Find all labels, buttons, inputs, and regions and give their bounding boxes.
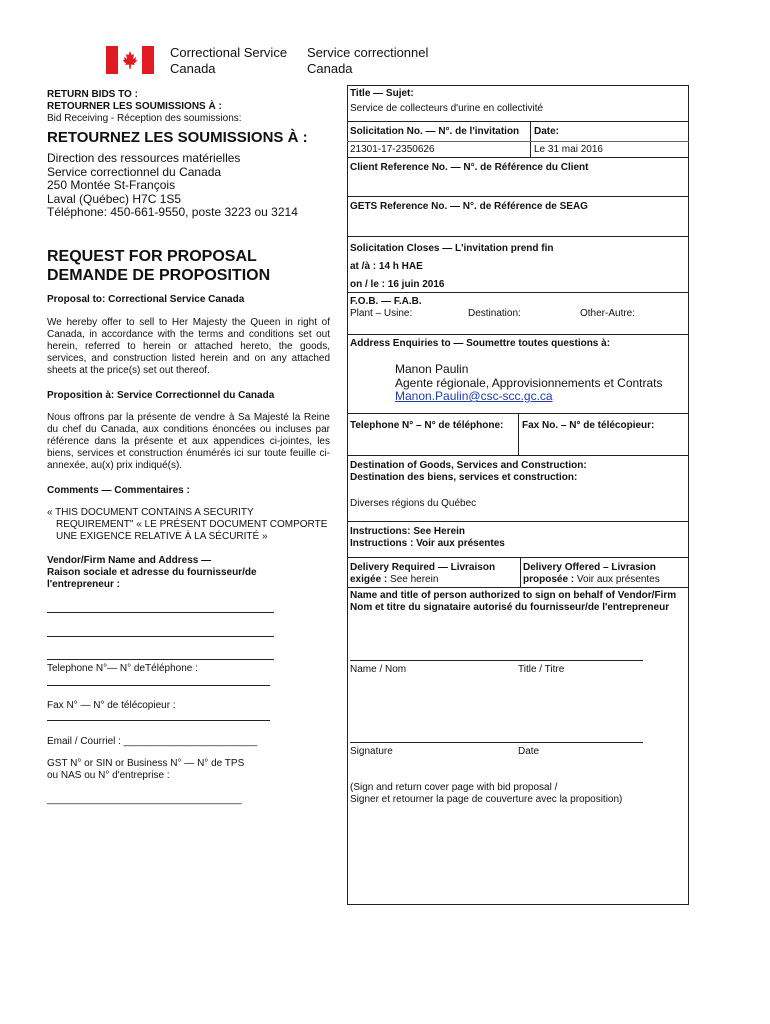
- instructions: Instructions: See Herein Instructions : Voir aux présentes: [350, 526, 505, 549]
- gst-label: GST N° or SIN or Business N° — N° de TPS ou NAS ou N° d'entreprise :: [47, 758, 245, 781]
- sign-note: (Sign and return cover page with bid proposal / Signer et retourner la page de couverture avec la proposition): [350, 782, 623, 805]
- email-field[interactable]: Email / Courriel : ________________________: [47, 736, 258, 747]
- date-label: Date:: [534, 126, 560, 137]
- enquiries-label: Address Enquiries to — Soumettre toutes questions à:: [350, 338, 611, 349]
- gets-ref-label: GETS Reference No. — N°. de Référence de SEAG: [350, 201, 588, 212]
- authorized-person-label: Name and title of person authorized to sign on behalf of Vendor/Firm Nom et titre du signataire autorisé du fournisseur/de l'entrepreneur: [350, 590, 677, 613]
- signature-line[interactable]: [350, 742, 643, 743]
- fax-number-label: Fax No. – N° de télécopieur:: [522, 420, 655, 431]
- telephone-label: Telephone N°— N° deTéléphone :: [47, 663, 198, 674]
- fob-other: Other-Autre:: [580, 308, 636, 319]
- return-address: Direction des ressources matérielles Service correctionnel du Canada 250 Montée St-François Laval (Québec) H7C 1S5 Téléphone: 450-661-9550, poste 3223 ou 3214: [47, 151, 298, 219]
- name-title-line[interactable]: [350, 660, 643, 661]
- offer-text-fr: Nous offrons par la présente de vendre à Sa Majesté la Reine du chef du Canada, aux conditions énoncées ou incluses par référence dans la présente et aux appendices ci-jointes, les biens, services et construction énumérés ici sur toute feuille ci-annexée, au(x) prix indiqué(s).: [47, 412, 330, 471]
- signature-date-label: Date: [518, 746, 540, 757]
- destination-value: Diverses régions du Québec: [350, 498, 477, 509]
- proposal-to-fr: Proposition à: Service Correctionnel du Canada: [47, 390, 275, 401]
- telephone-line[interactable]: [47, 685, 270, 686]
- closing-block: Solicitation Closes — L'invitation prend fin at /à : 14 h HAE on / le : 16 juin 2016: [350, 243, 554, 290]
- delivery-offered: Delivery Offered – Livrasion proposée : Voir aux présentes: [523, 562, 660, 585]
- vendor-line-1[interactable]: [47, 612, 274, 613]
- solicitation-number: 21301-17-2350626: [350, 144, 435, 155]
- title-cell: Title — Sujet: Service de collecteurs d'urine en collectivité: [350, 88, 544, 114]
- phone-label: Telephone N° – N° de téléphone:: [350, 420, 504, 431]
- client-ref-label: Client Reference No. — N°. de Référence du Client: [350, 162, 589, 173]
- department-name-fr: Service correctionnel Canada: [307, 45, 429, 76]
- comments-text: « THIS DOCUMENT CONTAINS A SECURITY REQUIREMENT" « LE PRÉSENT DOCUMENT COMPORTE UNE EXIGENCE RELATIVE À LA SÉCURITÉ »: [47, 507, 328, 542]
- offer-text-en: We hereby offer to sell to Her Majesty the Queen in right of Canada, in accordance with the terms and conditions set out herein, referred to herein or attached hereto, the goods, services, and construction listed herein and on any attached sheets at the price(s) set out thereof.: [47, 317, 330, 376]
- gst-line[interactable]: ___________________________________: [47, 794, 242, 805]
- rfp-title: REQUEST FOR PROPOSAL DEMANDE DE PROPOSITION: [47, 248, 271, 284]
- contact-block: Manon Paulin Agente régionale, Approvisionnements et Contrats Manon.Paulin@csc-scc.gc.ca: [395, 362, 663, 403]
- fob-block: F.O.B. — F.A.B. Plant – Usine:: [350, 296, 422, 319]
- name-label: Name / Nom: [350, 664, 407, 675]
- date-value: Le 31 mai 2016: [534, 144, 603, 155]
- vendor-line-3[interactable]: [47, 659, 274, 660]
- flag-icon: [106, 46, 154, 74]
- proposal-to-en: Proposal to: Correctional Service Canada: [47, 294, 245, 305]
- canada-flag: [106, 46, 154, 74]
- fax-line[interactable]: [47, 720, 270, 721]
- delivery-required: Delivery Required — Livraison exigée : See herein: [350, 562, 496, 585]
- fob-destination: Destination:: [468, 308, 521, 319]
- solicitation-label: Solicitation No. — N°. de l'invitation: [350, 126, 520, 137]
- department-name-en: Correctional Service Canada: [170, 45, 288, 76]
- comments-label: Comments — Commentaires :: [47, 485, 190, 496]
- vendor-line-2[interactable]: [47, 636, 274, 637]
- return-bids-block: RETURN BIDS TO : RETOURNER LES SOUMISSIONS À : Bid Receiving - Réception des soumissions:: [47, 89, 242, 124]
- fax-label: Fax N° — N° de télécopieur :: [47, 700, 176, 711]
- return-heading: RETOURNEZ LES SOUMISSIONS À :: [47, 129, 308, 146]
- title-field-label: Title / Titre: [518, 664, 565, 675]
- destination-label: Destination of Goods, Services and Construction: Destination des biens, services et construction:: [350, 460, 587, 483]
- vendor-label: Vendor/Firm Name and Address — Raison sociale et adresse du fournisseur/de l'entrepreneur :: [47, 555, 257, 590]
- signature-label: Signature: [350, 746, 393, 757]
- contact-email-link[interactable]: Manon.Paulin@csc-scc.gc.ca: [395, 389, 553, 403]
